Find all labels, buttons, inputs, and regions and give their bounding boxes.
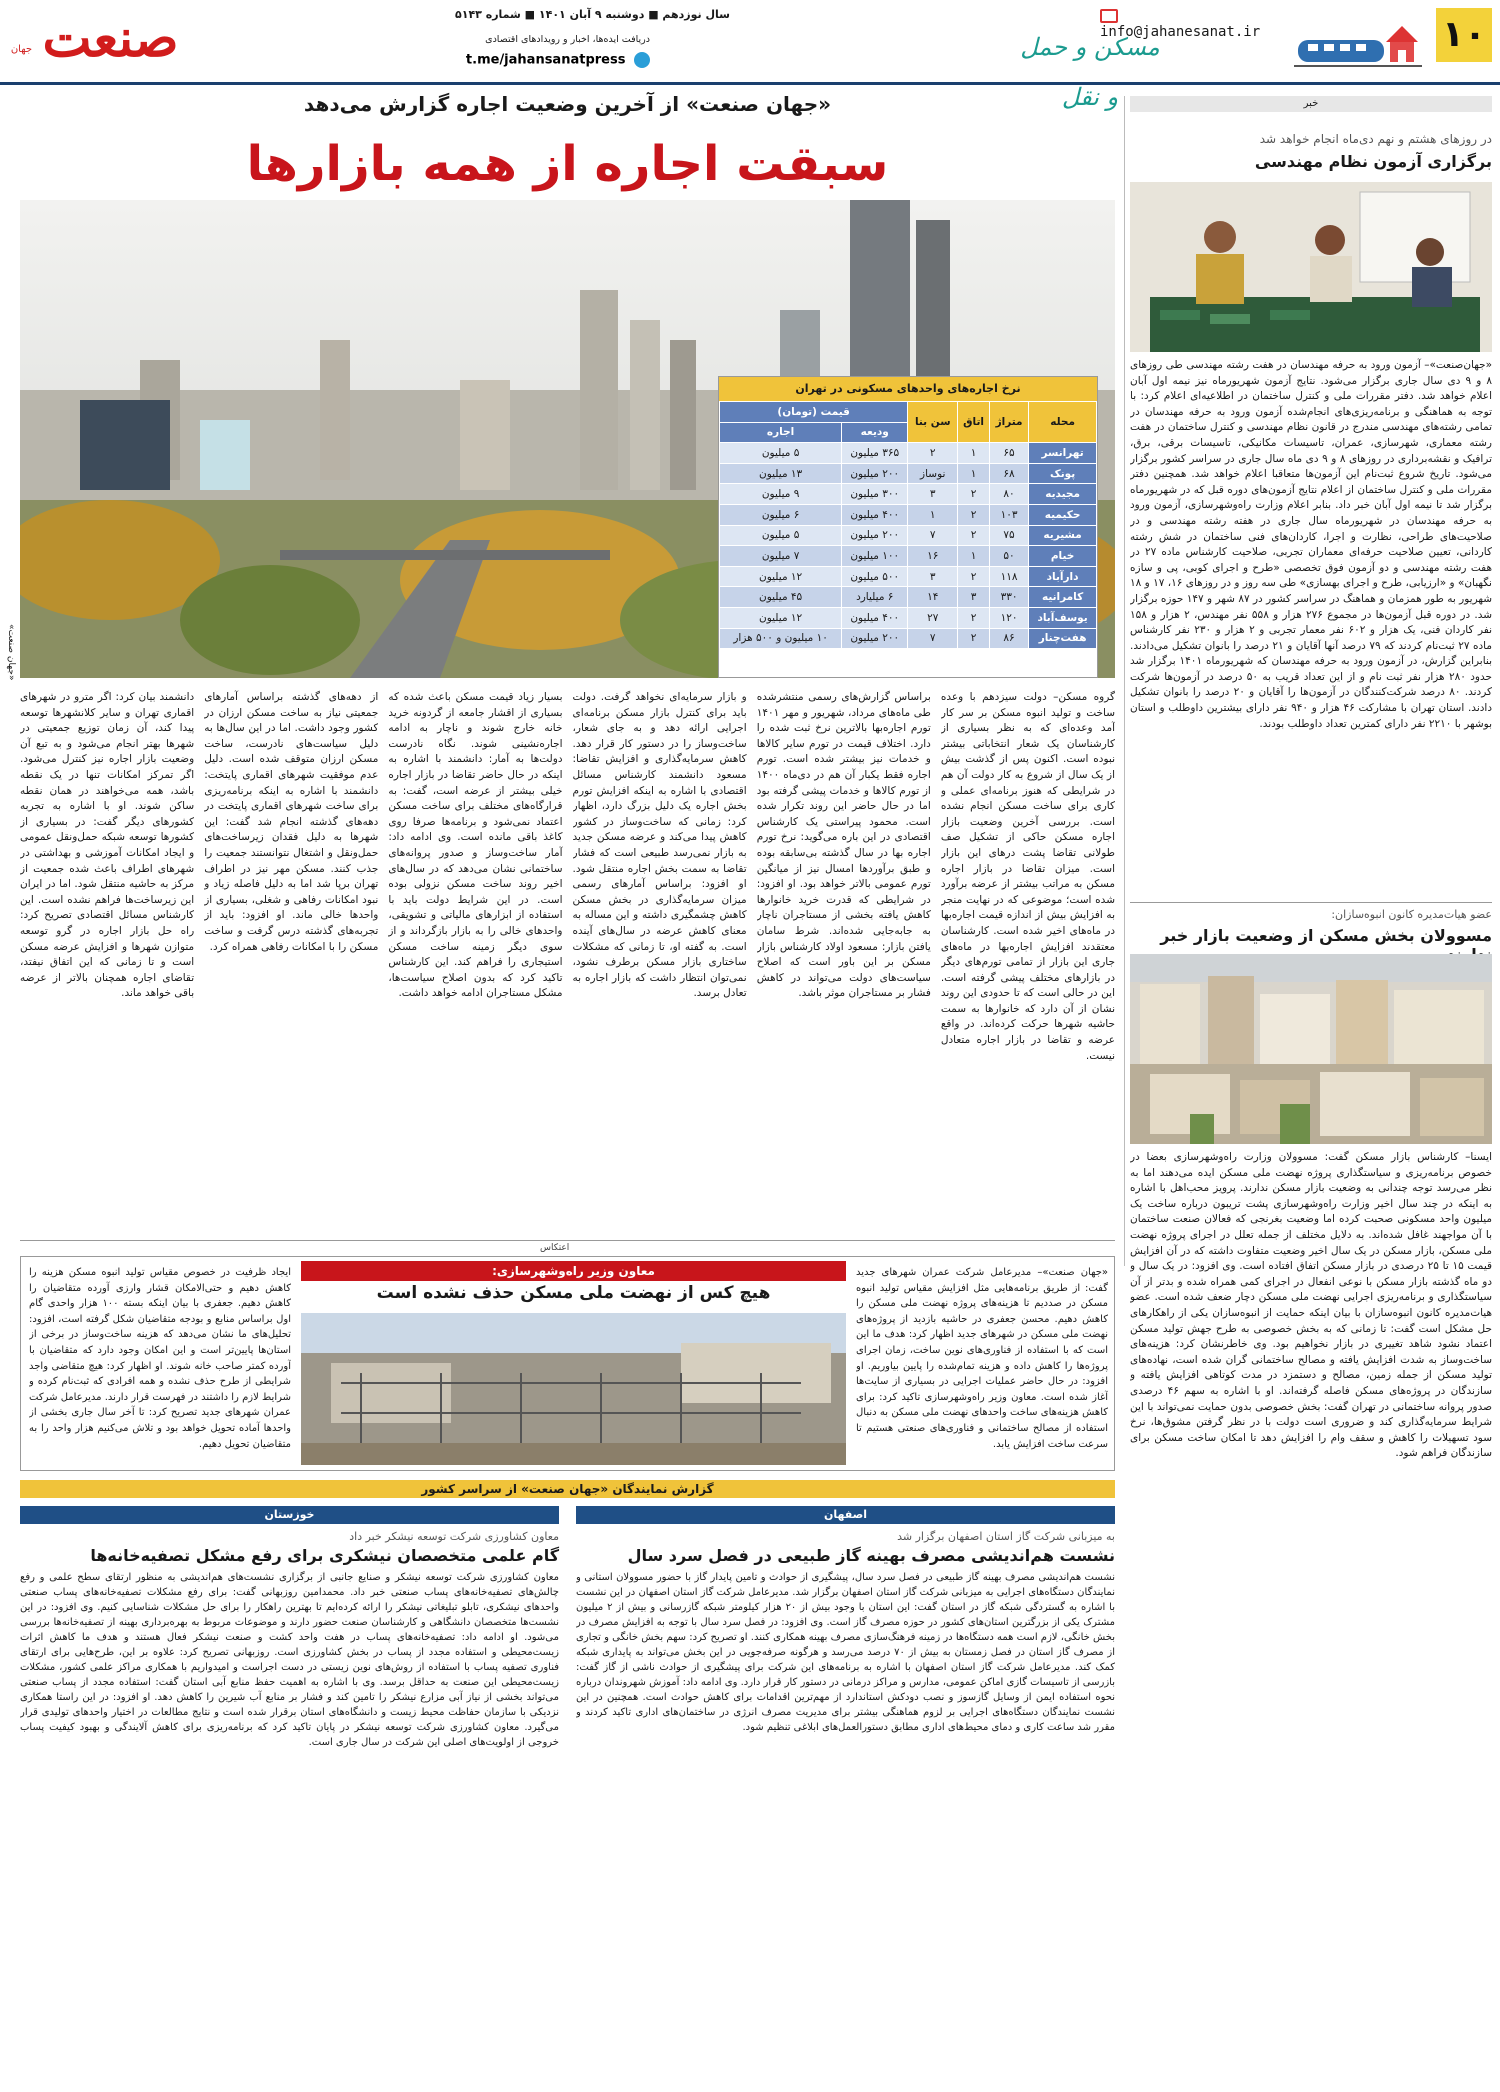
logo-small: جهان <box>10 44 32 55</box>
table-row <box>720 463 1097 484</box>
divider <box>1124 96 1125 1266</box>
feature-column: از دهه‌های گذشته براساس آمارهای جمعیتی نیاز به ساخت مسکن ارزان در کشور وجود داشت. اما در این سال‌ها به دلیل سیاست‌های نادرست، ساخت مسکن ارزان متوقف شده است. دلیل عدم موفقیت شهرهای اقماری پایتخت: دانشمند با اشاره به اینکه برنامه‌ریزی برای ساخت شهرهای اقماری پایتخت در دهه‌های گذشته انجام شد گفت: این شهرها به دلیل فقدان زیرساخت‌های حمل‌ونقل و اشتغال نتوانستند جمعیت را جذب کنند. مسکن مهر نیز در اطراف تهران برپا شد اما به دلیل فاصله زیاد و نبود امکانات رفاهی و شغلی، بسیاری از واحدها خالی ماند. او افزود: باید از تجربه‌های گذشته درس گرفت و ساخت مسکن را با امکانات رفاهی همراه کرد. <box>204 691 379 953</box>
khuzestan-report <box>20 1506 559 2086</box>
rent-table-title: نرخ اجاره‌های واحدهای مسکونی در تهران <box>719 377 1097 401</box>
mass-body: ایسنا– کارشناس بازار مسکن گفت: مسوولان وزارت راه‌وشهرسازی بعضا در خصوص برنامه‌ریزی و سیاستگذاری پروژه نهضت ملی مسکن ایده می‌دهند اما به نظر می‌رسد توجه چندانی به وضعیت بازار مسکن ندارند. پرویز محب‌اهل با اشاره به اینکه در چند سال اخیر وزارت راه‌وشهرسازی پشت تریبون درباره ساخت یک میلیون واحد مسکونی صحبت کرده اما وضعیت بغرنجی که فعالان صنعت ساختمان با آن مواجهند غافل شده‌اند. به دلایل مختلف از جمله تعلل در اجرای پروژه نهضت ملی مسکن، بازار مسکن در یک سال اخیر وضعیت متفاوت داشته که در آن افزایش قیمت ۱۵ تا ۲۵ درصدی در بازار مسکن اتفاق افتاده است. وی افزود: در یک سال و دو ماه گذشته بازار مسکن با نوعی انفعال در اجرای کمی همراه شده و بدتر از آن سیاستگذاری و برنامه‌ریزی اجرایی نهضت ملی مسکن دچار ضعف شده است. عضو هیات‌مدیره کانون انبوه‌سازان با بیان اینکه حمایت از انبوه‌سازان یکی از راهکارهای حل مشکل است گفت: تا زمانی که به بخش خصوصی به طرح جهش تولید مسکن اعتماد نشود شاهد تغییری در بازار نخواهیم بود. وی خاطرنشان کرد: هزینه‌های ساخت‌وساز به شدت افزایش یافته و مصالح ساختمانی گران شده است، نهاده‌های تولید مسکن از جمله زمین، مصالح و دستمزد در مدت کوتاهی افزایش یافته و سازندگان در پروژه‌های مسکن فاصله گرفته‌اند. او با اشاره به سهم ۴۶ درصدی صدور پروانه ساختمانی در تهران گفت: بخش خصوصی بدون حمایت نمی‌تواند با این شرایط سرمایه‌گذاری کند و ضروری است دولت با در نظر گرفتن مشوق‌ها، نرخ سود تسهیلات را کاهش و سقف وام را افزایش دهد تا امکان ساخت مسکن برای سازندگان فراهم شود. <box>1130 1151 1492 1460</box>
table-cell: ۵۰ <box>989 546 1028 567</box>
table-cell: کامرانیه <box>1029 587 1097 608</box>
ad-title: هیچ کس از نهضت ملی مسکن حذف نشده است <box>376 1283 771 1303</box>
table-cell: ۱ <box>908 504 958 525</box>
table-cell: ۳۳۰ <box>989 587 1028 608</box>
table-cell: ۸۶ <box>989 628 1028 649</box>
header-deposit: ودیعه <box>842 422 908 443</box>
table-cell: ۲ <box>958 504 990 525</box>
table-cell: خیام <box>1029 546 1097 567</box>
table-cell: ۲۰۰ میلیون <box>842 463 908 484</box>
email-icon <box>1100 9 1118 23</box>
khuzestan-kicker: معاون کشاورزی شرکت توسعه نیشکر خبر داد <box>349 1530 559 1543</box>
isfahan-body: نشست هم‌اندیشی مصرف بهینه گاز طبیعی در فصل سرد سال، پیشگیری از حوادث و تامین پایدار گاز با حضور مسوولان استانی و نمایندگان دستگاه‌های اجرایی به میزبانی شرکت گاز استان اصفهان برگزار شد. مدیرعامل شرکت گاز استان اصفهان در این نشست با اشاره به گستردگی شبکه گاز در استان گفت: این استان با وجود بیش از ۲۰ هزار کیلومتر شبکه گازرسانی و بیش از ۲ میلیون مشترک یکی از بزرگترین استان‌های کشور در حوزه مصرف گاز است. وی افزود: در فصل سرد سال با توجه به افزایش مصرف در بخش خانگی، لازم است همه دستگاه‌ها در زمینه فرهنگ‌سازی مصرف بهینه همکاری کنند. او تصریح کرد: سهم بخش خانگی و تجاری از مصرف گاز استان در فصل زمستان به بیش از ۷۰ درصد می‌رسد و هرگونه صرفه‌جویی در این بخش می‌تواند به پایداری شبکه کمک کند. مدیرعامل شرکت گاز استان اصفهان با اشاره به برنامه‌های این شرکت برای پیشگیری از حوادث ناشی از گاز گفت: بازرسی از تاسیسات گازی اماکن عمومی، مدارس و مراکز درمانی در دستور کار قرار دارد. وی ادامه داد: آموزش شهروندان درباره نحوه استفاده ایمن از وسایل گازسوز و نصب دودکش استاندارد از مهم‌ترین اقدامات برای کاهش حوادث است. همچنین در این نشست نمایندگان دستگاه‌های اجرایی بر لزوم هماهنگی بیشتر برای مدیریت مصرف انرژی در ساختمان‌های اداری تاکید کردند و مقرر شد ساعت کاری و دمای محیط‌های اداری مطابق دستورالعمل‌های ابلاغی تنظیم شود. <box>576 1572 1115 1733</box>
table-cell: تهرانسر <box>1029 443 1097 464</box>
ad-kicker: معاون وزیر راه‌وشهرسازی: <box>301 1261 846 1281</box>
table-cell: ۱۲۰ <box>989 607 1028 628</box>
table-cell: ۷ <box>908 628 958 649</box>
table-cell: پونک <box>1029 463 1097 484</box>
email-address[interactable]: info@jahanesanat.ir <box>1100 8 1290 32</box>
ad-right-text: «جهان صنعت»– مدیرعامل شرکت عمران شهرهای جدید گفت: از طریق برنامه‌هایی مثل افزایش مقیاس تولید انبوه مسکن در صددیم تا هزینه‌های پروژه نهضت ملی مسکن را کاهش دهیم. محسن جعفری در حاشیه بازدید از پروژه‌های نهضت ملی مسکن در شهرهای جدید اظهار کرد: هدف ما این است که با استفاده از فناوری‌های نوین ساخت، زمان اجرای پروژه‌ها را کاهش داده و هزینه تمام‌شده را پایین بیاوریم. او افزود: در حال حاضر عملیات اجرایی در بسیاری از سایت‌ها آغاز شده است. معاون وزیر راه‌وشهرسازی تاکید کرد: برای کاهش هزینه‌های ساخت واحدهای نهضت ملی مسکن به دنبال استفاده از مصالح ساختمانی و فناوری‌های صنعتی هستیم تا سرعت ساخت افزایش یابد. <box>856 1267 1108 1450</box>
table-cell: ۲ <box>958 484 990 505</box>
table-cell: ۲ <box>958 525 990 546</box>
table-cell: ۱ <box>958 443 990 464</box>
construction-site-photo <box>301 1313 846 1465</box>
table-cell: ۸۰ <box>989 484 1028 505</box>
telegram-caption: دریافت ایده‌ها، اخبار و رویدادهای اقتصادی <box>485 34 650 45</box>
table-cell: هفت‌چنار <box>1029 628 1097 649</box>
newspaper-logo: صنعت <box>42 8 179 69</box>
table-cell: ۵ میلیون <box>720 525 842 546</box>
header-area: متراژ <box>989 402 1028 443</box>
train-house-icon <box>1294 16 1424 68</box>
table-cell: ۷۵ <box>989 525 1028 546</box>
isfahan-report <box>576 1506 1115 2086</box>
header-age: سن بنا <box>908 402 958 443</box>
table-cell: ۶ میلیون <box>720 504 842 525</box>
table-row <box>720 607 1097 628</box>
table-cell: ۴۵ میلیون <box>720 587 842 608</box>
table-cell: ۱ <box>958 463 990 484</box>
feature-title: سبقت اجاره از همه بازارها <box>246 136 889 192</box>
table-cell: حکیمیه <box>1029 504 1097 525</box>
mass-title: مسوولان بخش مسکن از وضعیت بازار خبر <box>1160 926 1492 945</box>
isfahan-region: اصفهان <box>576 1506 1115 1524</box>
exam-kicker: در روزهای هشتم و نهم دی‌ماه انجام خواهد شد <box>1259 132 1492 146</box>
table-cell: ۶۵ <box>989 443 1028 464</box>
header-price: قیمت (تومان) <box>720 402 908 423</box>
table-cell: ۲۰۰ میلیون <box>842 628 908 649</box>
table-cell: ۶ میلیارد <box>842 587 908 608</box>
table-cell: دارآباد <box>1029 566 1097 587</box>
table-row <box>720 484 1097 505</box>
table-cell: نوساز <box>908 463 958 484</box>
isfahan-title: نشست هم‌اندیشی مصرف بهینه گاز طبیعی در فصل سرد سال <box>627 1546 1115 1565</box>
table-row <box>720 443 1097 464</box>
feature-column: دانشمند بیان کرد: اگر مترو در شهرهای اقماری تهران و سایر کلانشهرها توسعه پیدا کند، آن زمان توزیع جمعیتی در شهرها بهتر انجام می‌شود و به تبع آن وضعیت بازار اجاره نیز کنترل می‌شود. اگر تمرکز امکانات تنها در یک نقطه باشد، همه می‌خواهند در همان نقطه ساکن شوند. او با اشاره به تجربه کشورهای دیگر گفت: در بسیاری از کشورها توسعه شبکه حمل‌ونقل عمومی و ایجاد امکانات آموزشی و بهداشتی در شهرهای اطراف باعث شده جمعیت از مرکز به حاشیه منتقل شود. اما در ایران این زیرساخت‌ها فراهم نشده است. این کارشناس مسائل اقتصادی تصریح کرد: راه حل بازار اجاره در گرو توسعه متوازن شهرها و افزایش عرضه مسکن است و تا زمانی که این اتفاق نیفتد، تقاضای اجاره همچنان بالاتر از عرضه باقی خواهد ماند. <box>20 691 195 1000</box>
divider <box>1130 902 1492 903</box>
header-neighborhood: محله <box>1029 402 1097 443</box>
table-row <box>720 587 1097 608</box>
table-cell: ۳ <box>908 484 958 505</box>
ad-label: اعتکاس <box>540 1243 570 1253</box>
table-cell: ۴۰۰ میلیون <box>842 607 908 628</box>
table-cell: ۷ <box>908 525 958 546</box>
khuzestan-region: خوزستان <box>20 1506 559 1524</box>
table-cell: ۵۰۰ میلیون <box>842 566 908 587</box>
feature-body <box>20 690 1115 1190</box>
table-cell: ۲ <box>908 443 958 464</box>
table-cell: ۳ <box>908 566 958 587</box>
telegram-link[interactable]: t.me/jahansanatpress <box>440 52 650 72</box>
city-buildings-photo <box>1130 954 1492 1144</box>
table-cell: یوسف‌آباد <box>1029 607 1097 628</box>
table-cell: ۲۰۰ میلیون <box>842 525 908 546</box>
ad-bar <box>20 1240 1115 1254</box>
vertical-label: «جهان صنعت» <box>6 623 16 680</box>
table-cell: ۳۶۵ میلیون <box>842 443 908 464</box>
table-cell: ۱۴ <box>908 587 958 608</box>
table-row <box>720 504 1097 525</box>
news-tag: خبر <box>1130 96 1492 112</box>
table-cell: ۲۷ <box>908 607 958 628</box>
table-cell: ۲ <box>958 566 990 587</box>
header-rooms: اتاق <box>958 402 990 443</box>
table-cell: ۱۶ <box>908 546 958 567</box>
table-cell: ۱۲ میلیون <box>720 566 842 587</box>
table-cell: مجیدیه <box>1029 484 1097 505</box>
table-cell: ۴۰۰ میلیون <box>842 504 908 525</box>
table-cell: ۹ میلیون <box>720 484 842 505</box>
table-cell: ۱۰۳ <box>989 504 1028 525</box>
sidebar <box>1130 96 1492 1246</box>
table-cell: مشیریه <box>1029 525 1097 546</box>
regional-banner: گزارش نمایندگان «جهان صنعت» از سراسر کشور <box>20 1480 1115 1498</box>
table-cell: ۱۰ میلیون و ۵۰۰ هزار <box>720 628 842 649</box>
header-rent: اجاره <box>720 422 842 443</box>
rent-table <box>719 401 1097 649</box>
table-cell: ۲ <box>958 607 990 628</box>
exam-title: برگزاری آزمون نظام مهندسی <box>1254 152 1492 171</box>
telegram-icon <box>634 52 650 68</box>
ad-box <box>20 1256 1115 1471</box>
table-cell: ۱۰۰ میلیون <box>842 546 908 567</box>
feature-column: بسیار زیاد قیمت مسکن باعث شده که بسیاری از اقشار جامعه از گردونه خرید خانه خارج شوند و ناچار به ادامه اجاره‌نشینی شوند. نگاه نادرست دولت‌ها به آمار: دانشمند با اشاره به اینکه در حال حاضر تقاضا در بازار اجاره خیلی بیشتر از عرضه است، گفت: به قرارگاه‌های مختلف برای ساخت مسکن اعتماد نمی‌شود و برنامه‌ها صرفا روی کاغذ باقی مانده است. وی ادامه داد: آمار ساخت‌وساز و صدور پروانه‌های ساختمانی نشان می‌دهد که در سال‌های اخیر روند ساخت مسکن نزولی بوده است. در این شرایط دولت باید با استفاده از ابزارهای مالیاتی و تشویقی، واحدهای خالی را به بازار بازگرداند و از سوی دیگر زمینه ساخت مسکن استیجاری را فراهم کند. این کارشناس تاکید کرد که بدون اصلاح سیاست‌ها، مشکل مستاجران ادامه خواهد داشت. <box>388 691 563 1000</box>
issue-info: سال نوزدهم ■ دوشنبه ۹ آبان ۱۴۰۱ ■ شماره ۵۱۴۳ <box>455 8 730 21</box>
table-row <box>720 628 1097 649</box>
exam-photo <box>1130 182 1492 352</box>
feature-column: گروه مسکن– دولت سیزدهم با وعده ساخت و تولید انبوه مسکن بر سر کار آمد وعده‌ای که به نظر بسیاری از کارشناسان یک شعار انتخاباتی بیشتر نبوده است. اکنون پس از گذشت بیش از یک سال از شروع به کار دولت آن هم در شرایطی که هنوز برنامه‌ای عملی و کاری برای ساخت مسکن انجام نشده است. بررسی آخرین وضعیت بازار اجاره مسکن حاکی از تشکیل صف طولانی تقاضا پشت درهای این بازار است. میزان تقاضا در بازار اجاره مسکن به مراتب بیشتر از عرضه برآورد شده است؛ موضوعی که در نهایت منجر به افزایش بیش از اندازه قیمت اجاره‌بها در ماه‌های اخیر شده است. کارشناسان معتقدند افزایش اجاره‌بها در ماه‌های جاری این بازار از تمامی تورم‌های دیگر در بازارهای مختلف پیشی گرفته است. این در حالی است که تا حدودی این روند نشان از آن دارد که خانوارها به سمت حاشیه شهرها حرکت کرده‌اند. در واقع عرضه و تقاضا در بازار اجاره متعادل نیست. <box>940 691 1115 1062</box>
khuzestan-body: معاون کشاورزی شرکت توسعه نیشکر و صنایع جانبی از برگزاری نشست‌های هم‌اندیشی به منظور ارتقای سطح علمی و رفع چالش‌های تصفیه‌خانه‌های پساب صنعتی خبر داد. محمدامین روزبهانی گفت: برای رفع مشکلات تصفیه‌خانه‌های پساب صنعتی واحدهای نیشکری، تابلو تبلیغاتی نیشکر را ارائه کرده‌ایم تا بهترین راهکار را برای حل مشکلات شناسایی کنیم. وی افزود: در این نشست‌ها متخصصان دانشگاهی و کارشناسان صنعت حضور دارند و موضوعات مربوط به بهره‌برداری بهینه از تصفیه‌خانه‌ها بررسی می‌شود. او ادامه داد: تصفیه‌خانه‌های پساب در هفت واحد کشت و صنعت نیشکر فعال هستند و هدف ما کاهش اثرات زیست‌محیطی و استفاده مجدد از پساب در بخش کشاورزی است. روزبهانی تصریح کرد: علاوه بر این، طرح‌هایی برای ارتقای فناوری تصفیه پساب با استفاده از روش‌های نوین زیستی در دست اجراست و امیدواریم با همکاری مراکز علمی کشور، مشکلات زیست‌محیطی این صنعت به حداقل برسد. وی با اشاره به اهمیت حفظ منابع آبی استان گفت: استفاده مجدد از پساب صنعتی می‌تواند بخشی از نیاز آبی مزارع نیشکر را تامین کند و فشار بر منابع آب شیرین را کاهش دهد. او افزود: در این راستا همکاری نزدیکی با سازمان حفاظت محیط زیست و دانشگاه‌های استان برقرار شده است و نتایج مطالعات در اختیار واحدهای تولیدی قرار می‌گیرد. معاون کشاورزی شرکت توسعه نیشکر در پایان تاکید کرد که برنامه‌ریزی برای کاهش آلایندگی و بهبود کیفیت پساب خروجی از اولویت‌های اصلی این شرکت در سال جاری است. <box>20 1572 559 1748</box>
table-cell: ۱ <box>958 546 990 567</box>
section-title: مسکن و حمل و نقل <box>1020 33 1160 111</box>
table-row <box>720 546 1097 567</box>
table-cell: ۷ میلیون <box>720 546 842 567</box>
table-cell: ۳ <box>958 587 990 608</box>
table-row <box>720 525 1097 546</box>
table-row <box>720 566 1097 587</box>
exam-body: «جهان‌صنعت»– آزمون ورود به حرفه مهندسان در هفت رشته مهندسی طی روزهای ۸ و ۹ دی سال جاری برگزار می‌شود. نتایج آزمون شهریورماه نیز نیمه اول آبان اعلام خواهد شد. دفتر مقررات ملی و کنترل ساختمان در اطلاعیه‌ای اعلام کرد: با توجه به هماهنگی و برنامه‌ریزی‌های انجام‌شده آزمون ورود به حرفه مهندسان در تمامی رشته‌های مهندسی مندرج در قانون نظام مهندسی و کنترل ساختمان در هفت رشته معماری، شهرسازی، عمران، تاسیسات مکانیکی، تاسیسات برقی، برق، ترافیک و نقشه‌برداری در روزهای ۸ و ۹ دی ماه سال جاری در سراسر کشور برگزار می‌شود. تاریخ شروع ثبت‌نام این آزمون‌ها متعاقبا اعلام خواهد شد. همچنین دفتر مقررات ملی و کنترل ساختمان از اعلام نتایج آزمون‌های دوره قبل که در شهریورماه برگزار شد تا نیمه اول آبان خبر داد. بنابر اعلام وزارت راه‌وشهرسازی، آزمون ورود به حرفه مهندسان در شهریورماه سال جاری در هفته رشته مهندسی و در صلاحیت‌های طراحی، نظارت و اجرا، کاردان‌های فنی ساختمان در شش رشته کاردانی، تعیین صلاحیت حرفه‌ای معماران تجربی، صلاحیت کارشناس ماده ۲۷ در هفت رشته مهندسی و دو آزمون فوق تخصصی «طرح و اجرای کوبی، پی و سازه نگهبان» و «ارزیابی، طرح و اجرای بهسازی» طی سه روز و در روزهای ۱۶، ۱۷ و ۱۸ شهریور به طور همزمان و هماهنگ در سراسر کشور در ۸۷ شهر و ۱۴۷ حوزه برگزار شد. در دوره قبل آزمون‌ها در مجموع ۲۷۶ هزار و ۵۵۸ نفر مهندس، ۲ هزار و ۱۵۸ نفر کاردان فنی، یک هزار و ۶۰۲ نفر معمار تجربی و ۲ هزار و ۲۳۰ نفر کارشناس ماده ۲۷ ثبت‌نام کردند که ۷۹ درصد آنها آقایان و ۲۱ درصد را بانوان تشکیل می‌دادند. بنابراین گزارش، در آزمون ورود به حرفه مهندسان که شهریورماه ۱۴۰۱ برگزار شد حدود ۲۸۰ هزار نفر ثبت نام و از این تعداد قریب به ۵۰ درصد در آزمون‌ها شرکت کردند. ۸۰ درصد شرکت‌کنندگان در آزمون‌ها را آقایان و ۲۰ درصد را بانوان تشکیل دادند. استان تهران با مشارکت ۴۶ هزار و ۹۴۰ نفر دارای بیشترین داوطلب و استان بوشهر با ۲۲۱۰ نفر دارای کمترین تعداد داوطلب بودند. <box>1130 359 1492 730</box>
table-cell: ۲ <box>958 628 990 649</box>
feature-kicker: «جهان صنعت» از آخرین وضعیت اجاره گزارش می‌دهد <box>303 92 832 116</box>
feature-column: و بازار سرمایه‌ای نخواهد گرفت. دولت باید برای کنترل بازار مسکن برنامه‌ای اجرایی ارائه دهد و به جای شعار، ساخت‌وساز را در دستور کار قرار دهد. کاهش سرمایه‌گذاری و افزایش تقاضا: مسعود دانشمند کارشناس مسائل اقتصادی با اشاره به اینکه افزایش تورم بخش اجاره یک دلیل بزرگ دارد، اظهار کرد: زمانی که ساخت‌وساز در کشور کاهش پیدا می‌کند و عرضه مسکن جدید به بازار نمی‌رسد طبیعی است که فشار تقاضا به سمت بخش اجاره منتقل شود. او افزود: براساس آمارهای رسمی میزان سرمایه‌گذاری در بخش مسکن کاهش چشمگیری داشته و این مساله به معنای کاهش عرضه در سال‌های آینده است. به گفته او، تا زمانی که مشکلات ساختاری بازار مسکن برطرف نشود، نمی‌توان انتظار داشت که بازار اجاره به تعادل برسد. <box>572 691 747 1000</box>
khuzestan-title: گام علمی متخصصان نیشکری برای رفع مشکل تصفیه‌خانه‌ها <box>90 1546 559 1565</box>
table-cell: ۳۰۰ میلیون <box>842 484 908 505</box>
isfahan-kicker: به میزبانی شرکت گاز استان اصفهان برگزار شد <box>897 1530 1115 1543</box>
ad-left-text: ایجاد ظرفیت در خصوص مقیاس تولید انبوه مسکن هزینه را کاهش دهیم و حتی‌الامکان قشار وارزی آورده متقاضیان را کاهش دهیم. جعفری با بیان اینکه بسته ۱۰۰ هزار واحدی گام اول براساس منابع و بودجه متقاضیان شکل گرفته است، افزود: تحلیل‌های ما نشان می‌دهد که هزینه ساخت‌وساز در برخی از استان‌ها پایین‌تر است و این امکان وجود دارد که متقاضیان با آورده کمتر صاحب خانه شوند. او اظهار کرد: هیچ متقاضی واجد شرایطی از طرح حذف نشده و همه افرادی که ثبت‌نام کرده و شرایط لازم را داشتند در فهرست قرار دارند. مدیرعامل شرکت عمران شهرهای جدید تصریح کرد: تا آخر سال جاری بخشی از واحدها آماده تحویل خواهد بود و تلاش می‌کنیم هزار واحد را به متقاضیان تحویل دهیم. <box>29 1267 291 1450</box>
rent-table-panel <box>718 376 1098 678</box>
table-cell: ۱۱۸ <box>989 566 1028 587</box>
table-cell: ۱۲ میلیون <box>720 607 842 628</box>
table-cell: ۱۳ میلیون <box>720 463 842 484</box>
feature-column: براساس گزارش‌های رسمی منتشرشده طی ماه‌های مرداد، شهریور و مهر ۱۴۰۱ تورم اجاره‌بها بالاترین نرخ ثبت شده را دارد. اختلاف قیمت در تورم سایر کالاها و خدمات نیز بیشتر شده است. تورم اجاره فقط یکبار آن هم در دی‌ماه ۱۴۰۰ از تورم کالاها و خدمات پیشی گرفته بود اما در حال حاضر این روند تکرار شده است. محمود پیراستی یک کارشناس اقتصادی در این باره می‌گوید: نرخ تورم اجاره بها در سال گذشته بی‌سابقه بوده و طبق برآوردها امسال نیز از میانگین تورم عمومی بالاتر خواهد بود. او افزود: در شرایطی که قدرت خرید خانوارها کاهش یافته بخشی از مستاجران ناچار به جابه‌جایی شده‌اند. شرط سامان یافتن بازار: مسعود اولاد کارشناس بازار مسکن بر این باور است که اصلاح سیاست‌های دولت می‌تواند در کاهش فشار بر مستاجران موثر باشد. <box>756 691 931 1000</box>
page-number: ۱۰ <box>1436 8 1492 62</box>
table-cell: ۶۸ <box>989 463 1028 484</box>
table-cell: ۵ میلیون <box>720 443 842 464</box>
mass-kicker: عضو هیات‌مدیره کانون انبوه‌سازان: <box>1331 908 1492 921</box>
